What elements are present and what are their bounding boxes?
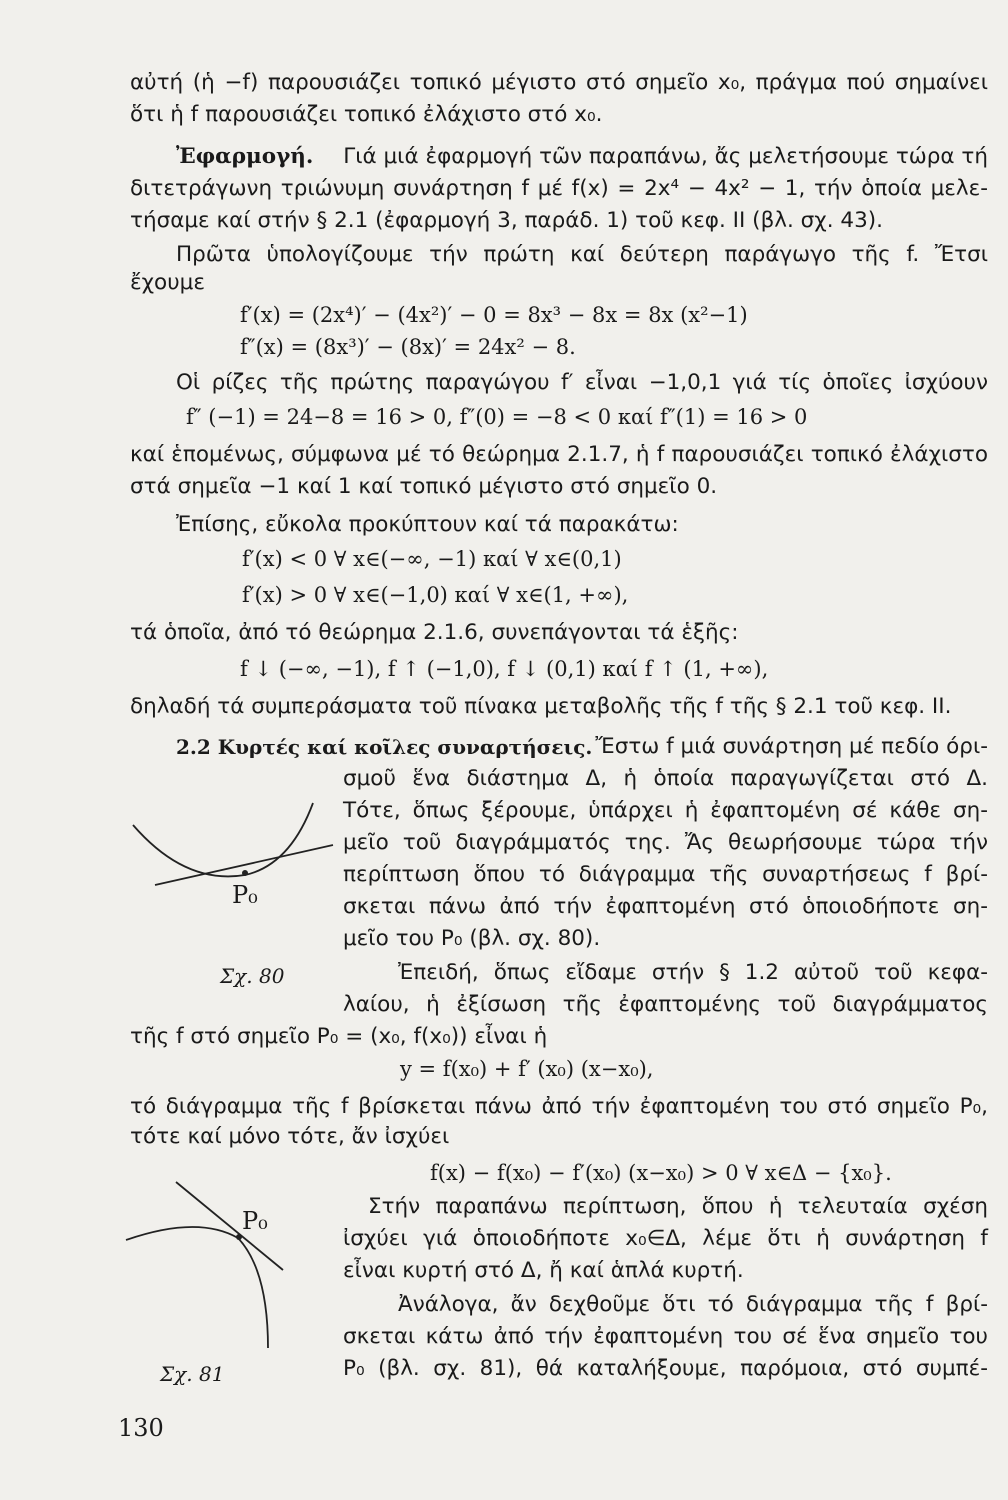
text-line: σκεται κάτω ἀπό τήν ἐφαπτομένη του σέ ἕνα σημεῖο του	[343, 1324, 988, 1349]
text-line: ἔχουμε	[130, 270, 205, 295]
convex-curve	[133, 803, 313, 876]
text-line: Ἐπειδή, ὅπως εἴδαμε στήν § 1.2 αὐτοῦ τοῦ κεφα-	[398, 960, 988, 985]
figure-80-caption: Σχ. 80	[220, 964, 285, 988]
text-line: σμοῦ ἕνα διάστημα Δ, ἡ ὁποία παραγωγίζεται στό Δ.	[343, 766, 988, 791]
application-heading: Ἐφαρμογή.	[176, 144, 314, 169]
text-line: Οἱ ρίζες τῆς πρώτης παραγώγου f′ εἶναι −1,0,1 γιά τίς ὁποῖες ἰσχύουν	[176, 370, 988, 395]
text-line: μεῖο του P₀ (βλ. σχ. 80).	[343, 926, 601, 951]
equation: f″(x) = (8x³)′ − (8x)′ = 24x² − 8.	[240, 335, 576, 359]
text-line: τότε καί μόνο τότε, ἄν ἰσχύει	[130, 1124, 450, 1149]
text-line: τήσαμε καί στήν § 2.1 (ἐφαρμογή 3, παράδ. 1) τοῦ κεφ. II (βλ. σχ. 43).	[130, 208, 883, 233]
text-line: P₀ (βλ. σχ. 81), θά καταλήξουμε, παρόμοια, στό συμπέ-	[343, 1356, 988, 1381]
text-line: Πρῶτα ὑπολογίζουμε τήν πρώτη καί δεύτερη παράγωγο τῆς f. Ἔτσι	[176, 242, 988, 267]
text-line: αὐτή (ἡ −f) παρουσιάζει τοπικό μέγιστο στό σημεῖο x₀, πράγμα πού σημαίνει	[130, 70, 988, 95]
text-line: Ἐπίσης, εὔκολα προκύπτουν καί τά παρακάτω:	[176, 512, 679, 537]
concave-curve	[126, 1227, 268, 1348]
text-line: καί ἑπομένως, σύμφωνα μέ τό θεώρημα 2.1.7, ἡ f παρουσιάζει τοπικό ἐλάχιστο	[130, 442, 988, 467]
equation: f(x) − f(x₀) − f′(x₀) (x−x₀) > 0 ∀ x∈Δ − {x₀}.	[430, 1161, 892, 1185]
text-line: Γιά μιά ἐφαρμογή τῶν παραπάνω, ἄς μελετήσουμε τώρα τή	[343, 144, 988, 169]
text-line: στά σημεῖα −1 καί 1 καί τοπικό μέγιστο στό σημεῖο 0.	[130, 474, 718, 499]
equation: f′(x) = (2x⁴)′ − (4x²)′ − 0 = 8x³ − 8x = 8x (x²−1)	[240, 303, 748, 327]
figure-81-point-label: P₀	[242, 1207, 268, 1235]
figure-80-point-label: P₀	[232, 881, 258, 909]
text-line: ὅτι ἡ f παρουσιάζει τοπικό ἐλάχιστο στό x₀.	[130, 102, 603, 127]
text-line: Στήν παραπάνω περίπτωση, ὅπου ἡ τελευταία σχέση	[368, 1194, 988, 1219]
text-line: Ἔστω f μιά συνάρτηση μέ πεδίο όρι-	[595, 734, 988, 759]
text-line: περίπτωση ὅπου τό διάγραμμα τῆς συναρτήσεως f βρί-	[343, 862, 988, 887]
equation: f′(x) < 0 ∀ x∈(−∞, −1) καί ∀ x∈(0,1)	[242, 547, 622, 571]
equation: y = f(x₀) + f′ (x₀) (x−x₀),	[400, 1057, 654, 1081]
text-line: σκεται πάνω ἀπό τήν ἐφαπτομένη στό ὁποιοδήποτε ση-	[343, 894, 988, 919]
page-number: 130	[118, 1414, 164, 1442]
text-line: ἰσχύει γιά ὁποιοδήποτε x₀∈Δ, λέμε ὅτι ἡ συνάρτηση f	[343, 1226, 988, 1251]
text-line: Τότε, ὅπως ξέρουμε, ὑπάρχει ἡ ἐφαπτομένη σέ κάθε ση-	[343, 798, 988, 823]
equation: f″ (−1) = 24−8 = 16 > 0, f″(0) = −8 < 0 καί f″(1) = 16 > 0	[186, 405, 808, 429]
text-line: μεῖο τοῦ διαγράμματός της. Ἄς θεωρήσουμε τώρα τήν	[343, 830, 988, 855]
text-line: τό διάγραμμα τῆς f βρίσκεται πάνω ἀπό τήν ἐφαπτομένη του στό σημεῖο P₀,	[130, 1094, 988, 1119]
equation: f′(x) > 0 ∀ x∈(−1,0) καί ∀ x∈(1, +∞),	[242, 583, 629, 607]
section-heading: 2.2 Κυρτές καί κοῖλες συναρτήσεις.	[176, 735, 593, 759]
text-line: τῆς f στό σημεῖο P₀ = (x₀, f(x₀)) εἶναι ἡ	[130, 1024, 548, 1049]
application-line	[176, 142, 988, 172]
text-line: διτετράγωνη τριώνυμη συνάρτηση f μέ f(x) = 2x⁴ − 4x² − 1, τήν ὁποία μελε-	[130, 176, 988, 201]
text-line: τά ὁποῖα, ἀπό τό θεώρημα 2.1.6, συνεπάγονται τά ἑξῆς:	[130, 620, 739, 645]
text-line: Ἀνάλογα, ἄν δεχθοῦμε ὅτι τό διάγραμμα τῆς f βρί-	[398, 1292, 988, 1317]
tangent-point	[242, 870, 248, 876]
text-line: δηλαδή τά συμπεράσματα τοῦ πίνακα μεταβολῆς τῆς f τῆς § 2.1 τοῦ κεφ. II.	[130, 694, 952, 719]
equation: f ↓ (−∞, −1), f ↑ (−1,0), f ↓ (0,1) καί f ↑ (1, +∞),	[240, 657, 769, 681]
section-line	[176, 732, 988, 762]
figure-81-caption: Σχ. 81	[160, 1362, 225, 1386]
text-line: λαίου, ἡ ἐξίσωση τῆς ἐφαπτομένης τοῦ διαγράμματος	[343, 992, 988, 1017]
text-line: εἶναι κυρτή στό Δ, ἤ καί ἁπλά κυρτή.	[343, 1258, 744, 1283]
